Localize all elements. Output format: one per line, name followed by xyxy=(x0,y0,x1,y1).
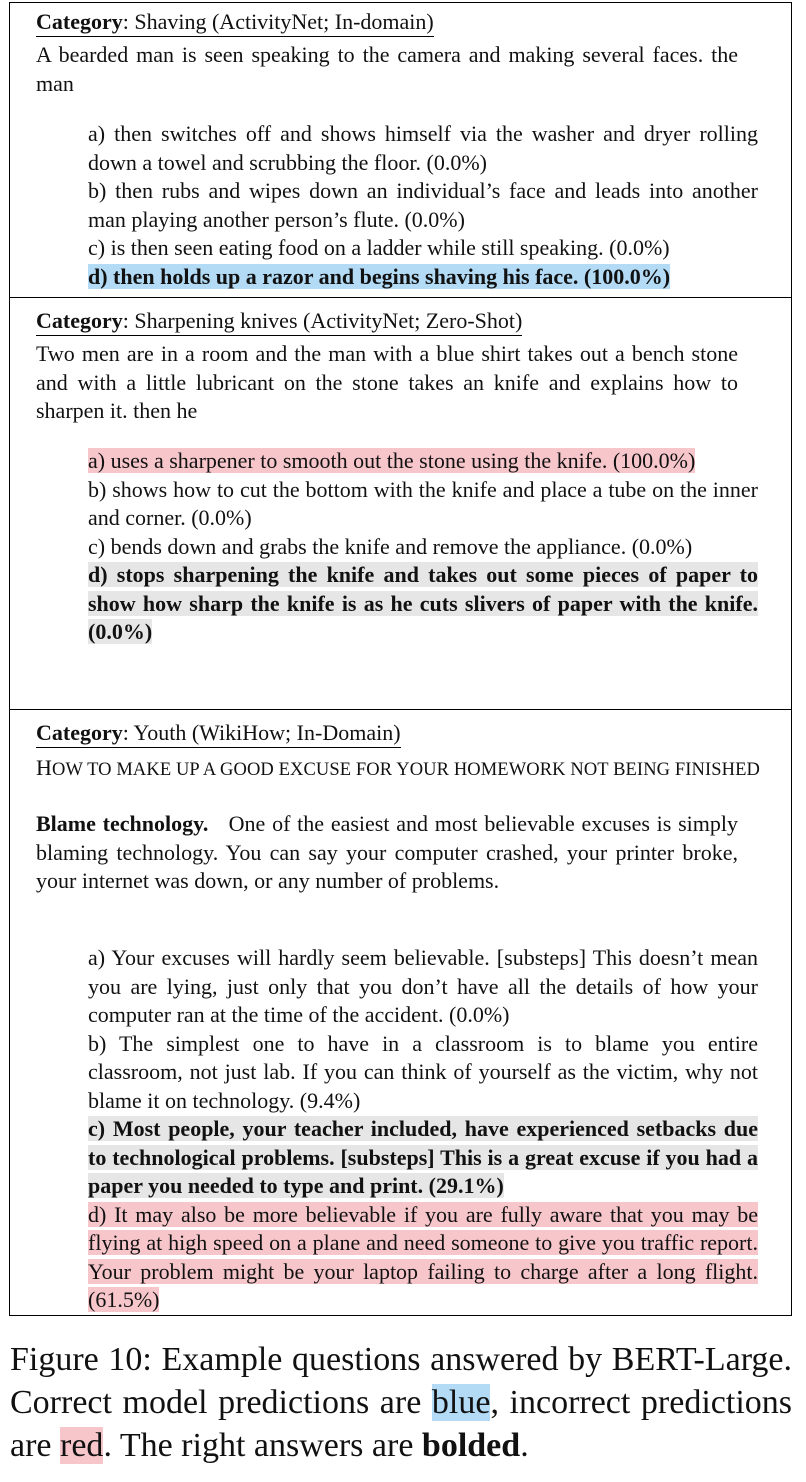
category-value: : Youth (WikiHow; In-Domain) xyxy=(122,720,401,745)
example-3-option-c xyxy=(88,1115,758,1201)
option-text: b) then rubs and wipes down an individual’s face and leads into another man playing another person’s flute. (0.0%) xyxy=(88,178,758,232)
example-1-option-b xyxy=(88,177,758,234)
example-2-option-a xyxy=(88,447,758,476)
example-3-context xyxy=(36,810,738,896)
category-label: Category xyxy=(36,720,123,745)
example-2-options xyxy=(88,447,758,647)
caption-bold-word: bolded xyxy=(421,1427,521,1464)
option-text: a) Your excuses will hardly seem believable. [substeps] This doesn’t mean you are lying, just only that you don’t have all the details of how your computer ran at the time of the accident. (0.0%) xyxy=(88,945,758,1027)
caption-blue-word: blue xyxy=(431,1384,491,1421)
example-2-category xyxy=(36,308,522,336)
category-label: Category xyxy=(36,308,123,333)
option-text-incorrect-red: d) It may also be more believable if you are fully aware that you may be flying at high speed on a plane and need someone to give you traffic report. Your problem might be your laptop failing to charge after a long flight. (61.5%) xyxy=(88,1201,758,1312)
example-3-category xyxy=(36,720,401,748)
example-3-option-b xyxy=(88,1030,758,1116)
example-2-option-b xyxy=(88,476,758,533)
option-text-incorrect-red: a) uses a sharpener to smooth out the stone using the knife. (100.0%) xyxy=(88,448,696,473)
figure-10-box xyxy=(9,2,792,1316)
option-text-correct-blue: d) then holds up a razor and begins shaving his face. (100.0%) xyxy=(88,263,671,289)
option-text: b) shows how to cut the bottom with the knife and place a tube on the inner and corner. (0.0%) xyxy=(88,476,758,530)
example-1-context: A bearded man is seen speaking to the camera and making several faces. the man xyxy=(36,42,738,96)
wikihow-article-title xyxy=(36,755,760,783)
category-value: : Sharpening knives (ActivityNet; Zero-Shot) xyxy=(122,308,523,333)
example-3-option-a xyxy=(88,944,758,1030)
option-text: c) bends down and grabs the knife and remove the appliance. (0.0%) xyxy=(88,533,693,559)
example-1-option-c xyxy=(88,234,758,263)
example-2-context: Two men are in a room and the man with a blue shirt takes out a bench stone and with a little lubricant on the stone takes an knife and explains how to sharpen it. then he xyxy=(36,341,738,423)
wikihow-title-text: HOW TO MAKE UP A GOOD EXCUSE FOR YOUR HOMEWORK NOT BEING FINISHED xyxy=(36,755,760,780)
caption-middle: , incorrect predictions are xyxy=(10,1384,793,1464)
category-label: Category xyxy=(36,9,123,34)
caption-middle2: . The right answers are xyxy=(103,1427,422,1464)
section-divider-1 xyxy=(10,297,791,298)
step-body: One of the easiest and most believable excuses is simply blaming technology. You can say your computer crashed, your printer broke, your internet was down, or any number of problems. xyxy=(36,811,738,893)
section-divider-2 xyxy=(10,709,791,710)
option-text: a) then switches off and shows himself via the washer and dryer rolling down a towel and scrubbing the floor. (0.0%) xyxy=(88,121,758,175)
example-3-option-d xyxy=(88,1201,758,1315)
figure-caption xyxy=(10,1338,792,1467)
example-1-option-d xyxy=(88,263,758,292)
example-1-options xyxy=(88,120,758,291)
example-2-option-d xyxy=(88,561,758,647)
option-text-right-answer: d) stops sharpening the knife and takes out some pieces of paper to show how sharp the knife is as he cuts slivers of paper with the knife. (0.0%) xyxy=(88,562,758,644)
step-title: Blame technology. xyxy=(36,811,209,836)
example-3-options xyxy=(88,944,758,1315)
option-text-right-answer: c) Most people, your teacher included, have experienced setbacks due to technological problems. [substeps] This is a great excuse if you had a paper you needed to type and print. (29.1%) xyxy=(88,1116,758,1198)
caption-red-word: red xyxy=(60,1427,104,1464)
caption-suffix: . xyxy=(520,1427,529,1464)
example-1-category xyxy=(36,9,434,37)
option-text: b) The simplest one to have in a classroom is to blame you entire classroom, not just lab. If you can think of yourself as the victim, why not blame it on technology. (9.4%) xyxy=(88,1030,758,1113)
option-text: c) is then seen eating food on a ladder while still speaking. (0.0%) xyxy=(88,235,670,260)
caption-prefix: Figure 10: Example questions answered by BERT-Large. Correct model predictions are xyxy=(10,1341,792,1421)
example-1-option-a xyxy=(88,120,758,177)
category-value: : Shaving (ActivityNet; In-domain) xyxy=(122,9,434,34)
example-2-option-c xyxy=(88,533,758,562)
